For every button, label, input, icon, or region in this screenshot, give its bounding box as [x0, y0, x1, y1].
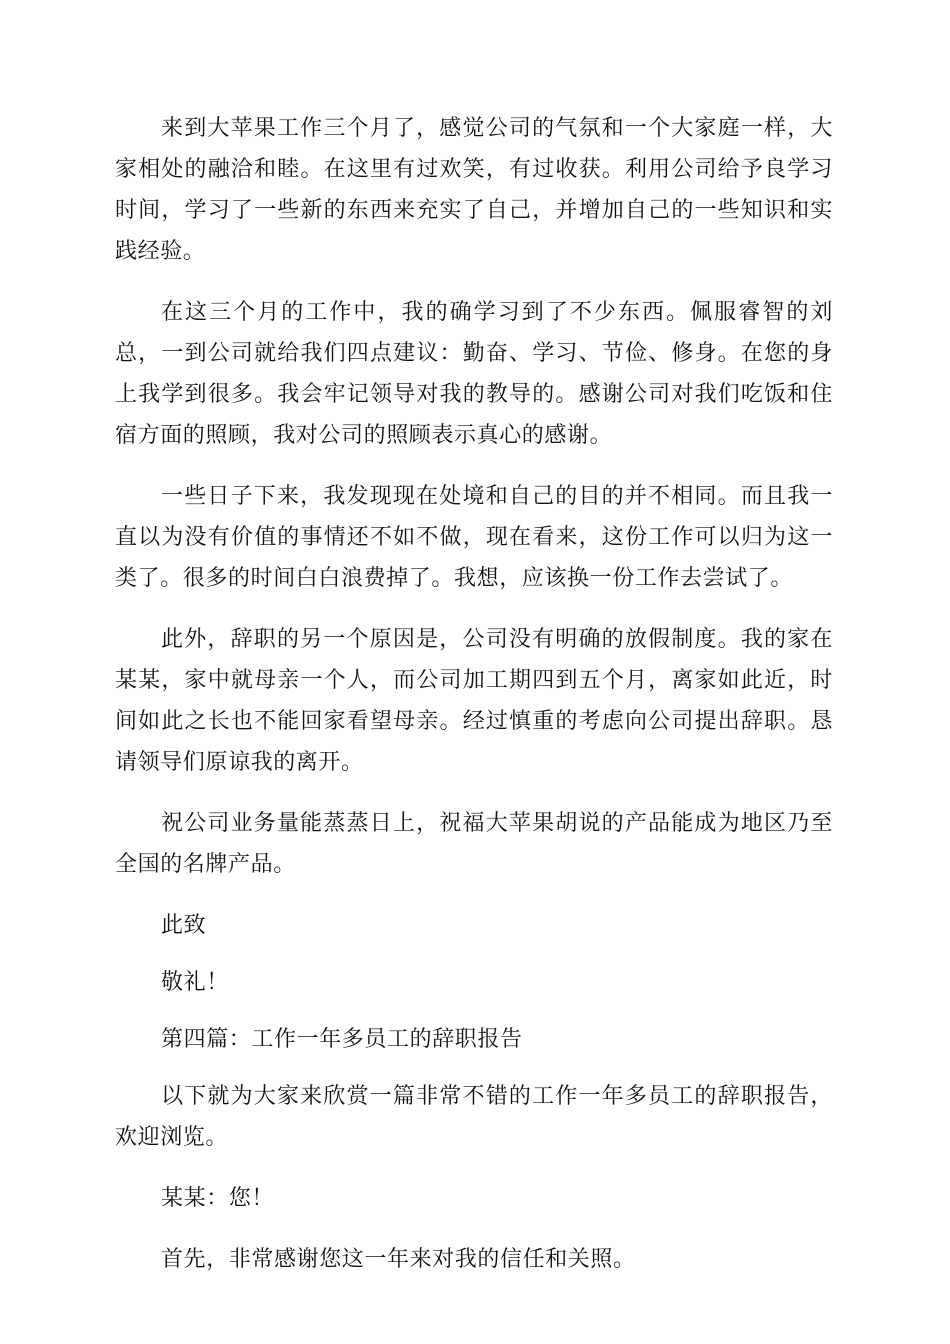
paragraph-section-intro: 以下就为大家来欣赏一篇非常不错的工作一年多员工的辞职报告，欢迎浏览。 [115, 1084, 833, 1150]
paragraph-wishes: 祝公司业务量能蒸蒸日上，祝福大苹果胡说的产品能成为地区乃至全国的名牌产品。 [115, 811, 833, 877]
closing-salutation: 此致 [161, 913, 207, 938]
closing-regards: 敬礼！ [161, 970, 229, 995]
paragraph-intro: 来到大苹果工作三个月了，感觉公司的气氛和一个大家庭一样，大家相处的融洽和睦。在这里有过欢笑，有过收获。利用公司给予良学习时间，学习了一些新的东西来充实了自己，并增加自己的一些知识和实践经验。 [115, 116, 833, 264]
paragraph-reason: 一些日子下来，我发现现在处境和自己的目的并不相同。而且我一直以为没有价值的事情还不如不做，现在看来，这份工作可以归为这一类了。很多的时间白白浪费掉了。我想，应该换一份工作去尝试了。 [115, 484, 833, 591]
paragraph-other-reason: 此外，辞职的另一个原因是，公司没有明确的放假制度。我的家在某某，家中就母亲一个人，而公司加工期四到五个月，离家如此近，时间如此之长也不能回家看望母亲。经过慎重的考虑向公司提出辞职。恳请领导们原谅我的离开。 [115, 627, 833, 775]
paragraph-learning: 在这三个月的工作中，我的确学习到了不少东西。佩服睿智的刘总，一到公司就给我们四点建议：勤奋、学习、节俭、修身。在您的身上我学到很多。我会牢记领导对我的教导的。感谢公司对我们吃饭和住宿方面的照顾，我对公司的照顾表示真心的感谢。 [115, 300, 833, 448]
letter-greeting: 某某：您！ [161, 1186, 275, 1211]
paragraph-thanks: 首先，非常感谢您这一年来对我的信任和关照。 [161, 1247, 636, 1272]
document-page [115, 108, 833, 1300]
section-heading: 第四篇：工作一年多员工的辞职报告 [161, 1027, 523, 1052]
